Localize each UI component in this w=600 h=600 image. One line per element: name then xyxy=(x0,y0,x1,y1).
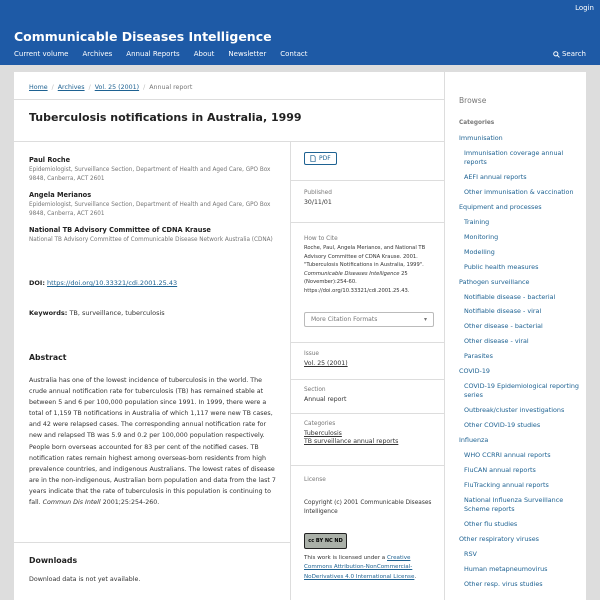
cite-label: How to Cite xyxy=(304,236,338,242)
sidebar-subcategory-link[interactable]: RSV xyxy=(464,549,477,558)
sidebar-subcategory-link[interactable]: Other resp. virus studies xyxy=(464,579,543,588)
site-title[interactable]: Communicable Diseases Intelligence xyxy=(14,29,272,44)
sidebar-subcategory-link[interactable]: National Influenza Surveillance Scheme reports xyxy=(464,495,564,514)
license-block xyxy=(304,477,326,483)
author-name: Angela Merianos xyxy=(29,191,92,199)
issue-link[interactable]: Vol. 25 (2001) xyxy=(304,360,348,367)
sidebar-subcategory-link[interactable]: Other immunisation & vaccination xyxy=(464,188,574,197)
author-block xyxy=(29,226,279,245)
pdf-button[interactable] xyxy=(304,152,337,165)
nav-about[interactable]: About xyxy=(193,50,215,58)
breadcrumb-archives[interactable]: Archives xyxy=(57,84,85,91)
search-icon xyxy=(553,51,560,58)
author-affiliation: National TB Advisory Committee of Communicable Disease Network Australia (CDNA) xyxy=(29,237,273,243)
divider xyxy=(14,542,290,543)
page-title: Tuberculosis notifications in Australia, 1999 xyxy=(29,111,302,124)
author-name: National TB Advisory Committee of CDNA Krause xyxy=(29,226,211,234)
sidebar-subcategory-link[interactable]: Human metapneumovirus xyxy=(464,564,548,573)
issue-block xyxy=(304,351,348,367)
file-pdf-icon xyxy=(310,155,316,162)
citation-text xyxy=(304,244,434,295)
sidebar-subcategory-link[interactable]: Other COVID-19 studies xyxy=(464,421,541,430)
category-link[interactable]: TB surveillance annual reports xyxy=(304,438,399,445)
author-block xyxy=(29,191,279,219)
issue-label: Issue xyxy=(304,351,319,357)
sidebar-subcategory-link[interactable]: Notifiable disease - bacterial xyxy=(464,292,556,301)
author-name: Paul Roche xyxy=(29,156,71,164)
sidebar-category-link[interactable]: COVID-19 xyxy=(459,366,490,375)
divider xyxy=(291,342,444,343)
breadcrumb-volume[interactable]: Vol. 25 (2001) xyxy=(94,84,140,91)
keywords xyxy=(29,309,165,317)
main-nav xyxy=(14,50,308,58)
citation-body: Roche, Paul, Angela Merianos, and National TB Advisory Committee of CDNA Krause. 2001. "Tuberculosis Notifications in Australia, 1999". xyxy=(304,245,426,268)
categories-label: Categories xyxy=(304,421,336,427)
category-link[interactable]: Tuberculosis xyxy=(304,430,342,437)
author-affiliation: Epidemiologist, Surveillance Section, Department of Health and Aged Care, GPO Box 9848, Canberra, ACT 2601 xyxy=(29,167,271,182)
keywords-label: Keywords: xyxy=(29,309,68,317)
sidebar-subcategory-link[interactable]: WHO CCRRI annual reports xyxy=(464,451,551,459)
sidebar-subcategory-link[interactable]: COVID-19 Epidemiological reporting series xyxy=(464,381,579,400)
abstract-citation-journal: Commun Dis Intell xyxy=(42,499,101,507)
sidebar-category-link[interactable]: Equipment and processes xyxy=(459,203,542,212)
published-label: Published xyxy=(304,190,332,196)
login-link[interactable]: Login xyxy=(575,4,594,12)
sidebar-categories-label: Categories xyxy=(459,120,495,126)
license-text xyxy=(304,554,434,582)
column-divider xyxy=(290,141,291,600)
doi-label: DOI: xyxy=(29,279,45,287)
sidebar xyxy=(444,72,586,600)
chevron-down-icon: ▾ xyxy=(423,316,427,323)
sidebar-subcategory-link[interactable]: Outbreak/cluster investigations xyxy=(464,406,565,415)
breadcrumb xyxy=(29,84,192,91)
citation-format-dropdown[interactable] xyxy=(304,312,434,327)
sidebar-subcategory-link[interactable]: AEFI annual reports xyxy=(464,173,527,182)
license-prefix: This work is licensed under a xyxy=(304,555,386,561)
citation-tail: 25 (November):254-60. https://doi.org/10.33321/cdi.2001.25.43. xyxy=(304,270,410,294)
copyright-text: Copyright (c) 2001 Communicable Diseases Intelligence xyxy=(304,500,432,516)
sidebar-subcategory-link[interactable]: Parasites xyxy=(464,352,493,361)
nav-newsletter[interactable]: Newsletter xyxy=(228,50,267,58)
breadcrumb-separator: / xyxy=(143,84,146,91)
divider xyxy=(291,379,444,380)
sidebar-subcategory-link[interactable]: Training xyxy=(464,218,490,227)
site-header xyxy=(0,0,600,65)
license-period: . xyxy=(414,573,417,580)
sidebar-subcategory-link[interactable]: Other disease - viral xyxy=(464,337,529,346)
sidebar-subcategory-link[interactable]: Notifiable disease - viral xyxy=(464,307,542,316)
sidebar-subcategory-link[interactable]: Immunisation coverage annual reports xyxy=(464,148,564,167)
sidebar-subcategory-link[interactable]: Other flu studies xyxy=(464,520,518,529)
nav-archives[interactable]: Archives xyxy=(82,50,113,58)
category-list xyxy=(459,134,587,595)
pdf-label: PDF xyxy=(319,155,331,162)
sidebar-subcategory-link[interactable]: FluCAN annual reports xyxy=(464,465,536,474)
nav-annual-reports[interactable]: Annual Reports xyxy=(126,50,180,58)
published-date: 30/11/01 xyxy=(304,199,332,206)
author-block xyxy=(29,156,279,184)
abstract-text xyxy=(29,375,279,508)
section-label: Section xyxy=(304,387,326,393)
breadcrumb-separator: / xyxy=(88,84,91,91)
search-label: Search xyxy=(561,50,586,58)
published-block xyxy=(304,190,332,206)
sidebar-subcategory-link[interactable]: Monitoring xyxy=(464,232,499,241)
keywords-value: TB, surveillance, tuberculosis xyxy=(69,309,165,317)
sidebar-category-link[interactable]: Pathogen surveillance xyxy=(459,277,530,286)
breadcrumb-separator: / xyxy=(51,84,54,91)
citation-block xyxy=(304,236,434,295)
downloads-heading: Downloads xyxy=(29,556,78,565)
sidebar-subcategory-link[interactable]: FluTracking annual reports xyxy=(464,480,549,489)
doi-link[interactable]: https://doi.org/10.33321/cdi.2001.25.43 xyxy=(47,279,178,287)
sidebar-subcategory-link[interactable]: Modelling xyxy=(464,247,495,256)
abstract-citation: 2001;25:254-260. xyxy=(102,499,160,507)
divider xyxy=(291,180,444,181)
sidebar-category-link[interactable]: Immunisation xyxy=(459,134,503,142)
section-value: Annual report xyxy=(304,396,347,403)
section-block xyxy=(304,387,346,403)
doi xyxy=(29,279,177,287)
article-panel xyxy=(14,72,444,600)
sidebar-title: Browse xyxy=(459,96,487,105)
breadcrumb-current: Annual report xyxy=(149,84,193,91)
citation-journal: Communicable Diseases Intelligence xyxy=(304,270,400,277)
author-affiliation: Epidemiologist, Surveillance Section, Department of Health and Aged Care, GPO Box 9848, Canberra, ACT 2601 xyxy=(29,202,271,217)
license-label: License xyxy=(304,477,326,483)
categories-block xyxy=(304,421,398,445)
nav-current-volume[interactable]: Current volume xyxy=(14,50,69,58)
dropdown-label: More Citation Formats xyxy=(311,316,378,323)
search-link[interactable] xyxy=(553,50,586,58)
divider xyxy=(291,413,444,414)
breadcrumb-home[interactable]: Home xyxy=(29,84,48,91)
divider xyxy=(291,222,444,223)
nav-contact[interactable]: Contact xyxy=(280,50,308,58)
abstract-heading: Abstract xyxy=(29,353,67,362)
divider xyxy=(291,465,444,466)
downloads-text: Download data is not yet available. xyxy=(29,576,141,583)
sidebar-subcategory-link[interactable]: Public health measures xyxy=(464,262,539,271)
divider xyxy=(14,141,444,142)
abstract-body: Australia has one of the lowest incidence of tuberculosis in the world. The crude annual notification rate for tuberculosis (TB) has remained stable at between 5 and 6 per 100,000 population since 1991. In 1999, there were a total of 1,159 TB notifications in Australia of which 1,117 were new TB cases, and 42 were relapsed cases. The corresponding annual notification rate for new and relapsed TB was 5.9 and 0.2 per 100,000 population respectively. People born overseas accounted for 83 per cent of the notified cases. TB notification rates remain highest among overseas-born residents from high prevalence countries, and indigenous Australians. The lowest rates of disease are in the non-indigenous, Australian born population and data from the last 7 years indicate that the rate of tuberculosis in this population is continuing to fall. xyxy=(29,377,276,507)
cc-license-badge[interactable]: cc BY NC ND xyxy=(304,533,347,549)
divider xyxy=(14,99,444,100)
sidebar-category-link[interactable]: Influenza xyxy=(459,436,489,445)
sidebar-category-link[interactable]: Other respiratory viruses xyxy=(459,535,539,544)
sidebar-subcategory-link[interactable]: Other disease - bacterial xyxy=(464,322,543,331)
license-link[interactable]: Creative Commons Attribution-NonCommercial-NoDerivatives 4.0 International License xyxy=(304,555,415,580)
